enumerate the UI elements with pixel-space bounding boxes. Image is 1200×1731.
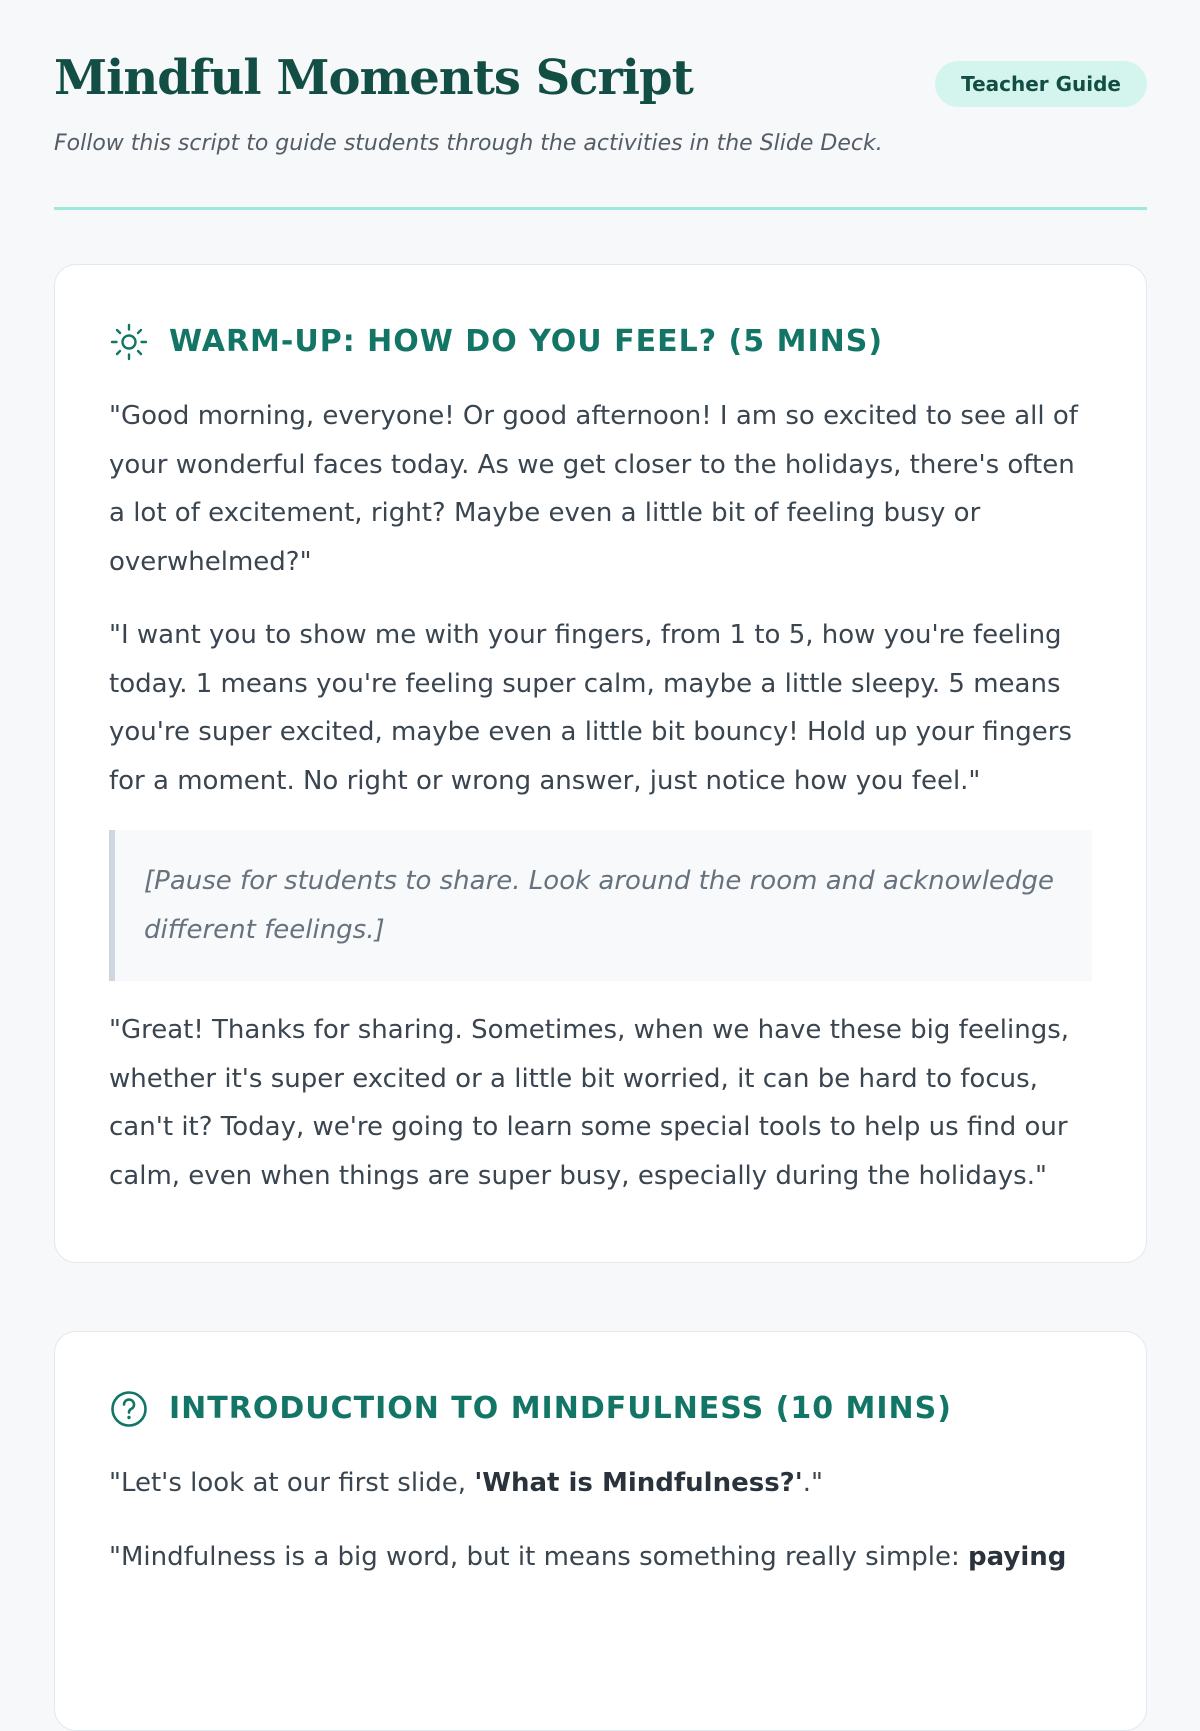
script-paragraph [109,1533,1092,1582]
page-header [54,0,1147,210]
emphasis-text: paying [968,1541,1067,1572]
question-circle-icon [109,1389,149,1429]
page-title: Mindful Moments Script [54,50,693,106]
paragraph-text: ." [802,1468,823,1498]
slide-title-emphasis: 'What is Mindfulness?' [474,1468,803,1498]
section-title: WARM-UP: HOW DO YOU FEEL? (5 MINS) [169,324,884,359]
warm-up-section-card [54,264,1147,1263]
script-paragraph: "Great! Thanks for sharing. Sometimes, when we have these big feelings, whether it's super excited or a little bit worried, it can be hard to focus, can't it? Today, we're going to learn some special tools to help us find our calm, even when things are super busy, especially during the holidays." [109,1015,1070,1191]
introduction-section-card [54,1331,1147,1731]
script-paragraph: "Good morning, everyone! Or good afternoon! I am so excited to see all of your wonderful faces today. As we get closer to the holidays, there's often a lot of excitement, right? Maybe even a little bit of feeling busy or overwhelmed?" [109,401,1078,577]
warm-up-section-header [109,322,1092,362]
sun-icon [109,322,149,362]
paragraph-text: "Mindfulness is a big word, but it means something really simple: [109,1541,969,1572]
script-page [54,0,1147,1572]
teacher-note-text: [Pause for students to share. Look around the room and acknowledge different feelings.] [144,866,1055,945]
section-title: INTRODUCTION TO MINDFULNESS (10 MINS) [169,1391,952,1426]
script-paragraph: "I want you to show me with your fingers, from 1 to 5, how you're feeling today. 1 means you're feeling super calm, maybe a little sleepy. 5 means you're super excited, maybe even a little bit bouncy! Hold up your fingers for a moment. No right or wrong answer, just notice how you feel." [109,620,1072,796]
script-paragraph [109,1459,1092,1508]
introduction-section-header [109,1389,1092,1429]
teacher-note [109,830,1092,981]
page-subtitle: Follow this script to guide students through the activities in the Slide Deck. [54,131,883,156]
teacher-guide-badge: Teacher Guide [935,61,1147,107]
paragraph-text: "Let's look at our first slide, [109,1468,475,1498]
